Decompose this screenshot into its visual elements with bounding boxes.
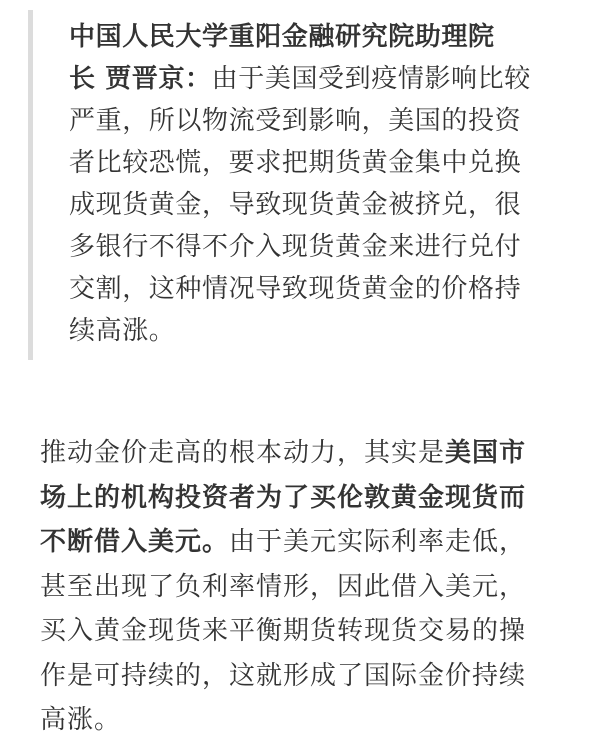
body-line (40, 609, 580, 654)
quote-line (69, 100, 568, 142)
quote-line (69, 142, 568, 184)
quote-line (69, 310, 568, 352)
body-line (40, 698, 580, 743)
body-line (40, 520, 580, 565)
emphasis-text: 场上的机构投资者为了买伦敦黄金现货而 (40, 482, 527, 513)
body-line (40, 431, 580, 476)
body-text: 高涨。 (40, 705, 122, 735)
quote-text: 成现货黄金，导致现货黄金被挤兑，很 (69, 190, 522, 220)
quote-text: 交割，这种情况导致现货黄金的价格持 (69, 274, 522, 304)
quote-text: 多银行不得不介入现货黄金来进行兑付 (69, 232, 522, 262)
quote-line (69, 16, 568, 58)
body-text: 推动金价走高的根本动力，其实是 (40, 438, 446, 468)
body-text: 由于美元实际利率走低， (229, 527, 527, 557)
body-text: 买入黄金现货来平衡期货转现货交易的操 (40, 616, 527, 646)
body-line (40, 654, 580, 699)
quote-text: 由于美国受到疫情影响比较 (211, 64, 531, 94)
quote-line (69, 268, 568, 310)
body-line (40, 476, 580, 521)
quote-text: 续高涨。 (69, 316, 176, 346)
emphasis-text: 美国市 (445, 438, 527, 468)
quote-line (69, 58, 568, 100)
body-text: 作是可持续的，这就形成了国际金价持续 (40, 660, 527, 691)
body-line (40, 565, 580, 610)
quote-text: 严重，所以物流受到影响，美国的投资 (69, 106, 522, 136)
body-text: 甚至出现了负利率情形，因此借入美元， (40, 571, 527, 602)
blockquote (28, 10, 568, 360)
speaker-label: 中国人民大学重阳金融研究院助理院 (69, 22, 495, 52)
body-paragraph (40, 431, 580, 743)
quote-line (69, 226, 568, 268)
quote-line (69, 184, 568, 226)
quote-text: 者比较恐慌，要求把期货黄金集中兑换 (69, 148, 522, 178)
speaker-label: 长 贾晋京： (69, 64, 212, 94)
emphasis-text: 不断借入美元。 (40, 527, 230, 557)
